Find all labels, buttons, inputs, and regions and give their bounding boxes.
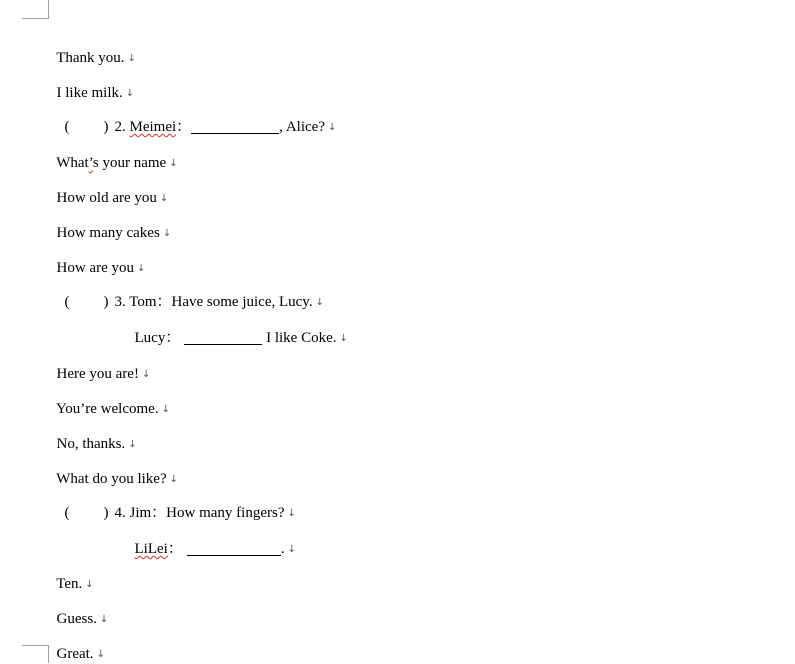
paragraph-mark-icon: ↓ — [328, 122, 337, 133]
paragraph-mark-icon: ↓ — [127, 53, 136, 64]
paragraph-mark-icon: ↓ — [141, 369, 151, 380]
option-text: I like milk. — [56, 85, 123, 101]
answer-paren-open: ( — [64, 119, 70, 135]
paragraph-mark-icon: ↓ — [169, 474, 179, 485]
option-line — [49, 206, 171, 243]
option-text: How many cakes — [56, 225, 160, 241]
reply-text: . — [280, 541, 285, 557]
option-line — [49, 627, 105, 664]
paragraph-mark-icon: ↓ — [136, 263, 146, 274]
option-text-part: s your name — [92, 155, 167, 171]
speaker-name: Meimei — [129, 119, 177, 135]
paragraph-mark-icon: ↓ — [125, 88, 135, 99]
question-4-reply-line — [127, 522, 296, 559]
paragraph-mark-icon: ↓ — [162, 228, 172, 239]
question-3-line — [57, 275, 324, 312]
question-3-reply-line — [127, 311, 348, 348]
question-number: 2. — [114, 119, 126, 135]
option-text: What do you like? — [56, 471, 167, 487]
option-text: How are you — [56, 260, 134, 276]
option-line — [49, 347, 150, 384]
paragraph-mark-icon: ↓ — [159, 193, 169, 204]
option-text: Ten. — [56, 576, 83, 592]
option-line — [49, 592, 108, 629]
option-text-part: What — [56, 155, 89, 171]
option-text: How old are you — [56, 190, 157, 206]
question-text: , Alice? — [279, 119, 325, 135]
answer-paren-open: ( — [64, 505, 70, 521]
option-text: Guess. — [56, 611, 97, 627]
answer-blank[interactable] — [184, 330, 262, 345]
paragraph-mark-icon: ↓ — [128, 439, 137, 450]
option-text: Here you are! — [56, 366, 139, 382]
option-text: No, thanks. — [56, 436, 126, 452]
option-line — [49, 241, 145, 278]
option-text-part: ’ — [88, 155, 93, 171]
question-4-line — [57, 486, 296, 523]
option-text: Great. — [56, 646, 94, 662]
paragraph-mark-icon: ↓ — [169, 158, 178, 169]
option-text: Thank you. — [56, 50, 125, 66]
option-text: You’re welcome. — [55, 401, 159, 417]
speaker-name: LiLei — [134, 541, 168, 557]
answer-paren-close: ) — [103, 294, 109, 310]
option-line — [49, 136, 178, 173]
paragraph-mark-icon: ↓ — [339, 333, 348, 344]
option-line — [49, 557, 94, 594]
option-line — [49, 417, 137, 454]
question-text: 4. Jim：How many fingers? — [114, 505, 285, 521]
page-corner-mark-bottom — [22, 645, 49, 663]
option-line — [49, 452, 178, 489]
option-line — [49, 171, 168, 208]
answer-paren-close: ) — [103, 119, 109, 135]
question-text: 3. Tom：Have some juice, Lucy. — [114, 294, 313, 310]
option-line — [49, 382, 170, 419]
page-corner-mark-top — [22, 0, 49, 19]
reply-text: I like Coke. — [266, 330, 337, 346]
paragraph-mark-icon: ↓ — [85, 579, 94, 590]
answer-blank[interactable] — [187, 541, 281, 556]
paragraph-mark-icon: ↓ — [287, 508, 296, 519]
question-2-line — [57, 100, 336, 137]
answer-paren-close: ) — [103, 505, 109, 521]
option-line — [49, 31, 136, 68]
paragraph-mark-icon: ↓ — [315, 297, 324, 308]
speaker-colon: ： — [167, 541, 183, 557]
paragraph-mark-icon: ↓ — [287, 544, 296, 555]
paragraph-mark-icon: ↓ — [99, 614, 109, 625]
speaker-name: Lucy： — [134, 330, 181, 346]
paragraph-mark-icon: ↓ — [96, 649, 105, 660]
option-line — [49, 66, 134, 103]
paragraph-mark-icon: ↓ — [161, 404, 170, 415]
answer-paren-open: ( — [64, 294, 70, 310]
speaker-colon: ： — [176, 119, 192, 135]
answer-blank[interactable] — [191, 119, 279, 134]
